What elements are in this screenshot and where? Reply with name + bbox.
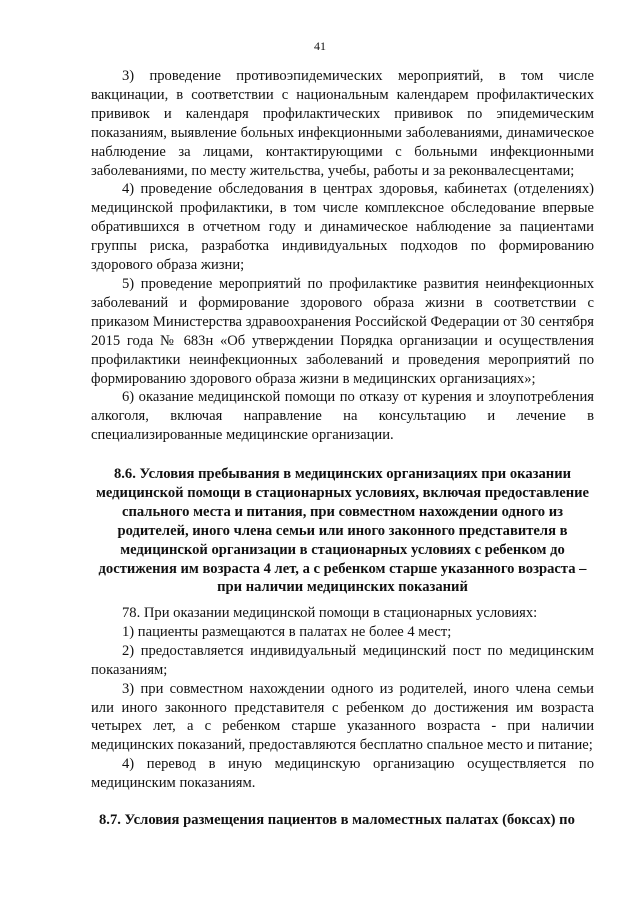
- list-item: 5) проведение мероприятий по профилактике развития неинфекционных заболеваний и формирование здорового образа жизни в соответствии с приказом Министерства здравоохранения Российской Федерации от 30 сентября 2015 года № 683н «Об утверждении Порядка организации и осуществления профилактики неинфекционных заболеваний и проведения мероприятий по формированию здорового образа жизни в медицинских организациях»;: [91, 275, 594, 387]
- page-number: 41: [314, 39, 326, 53]
- list-item: 2) предоставляется индивидуальный медицинский пост по медицинским показаниям;: [91, 642, 594, 678]
- section-number: 8.6: [113, 466, 133, 482]
- list-item: 78. При оказании медицинской помощи в стационарных условиях:: [122, 605, 538, 621]
- list-item: 6) оказание медицинской помощи по отказу от курения и злоупотребления алкоголя, включая направление на консультацию и лечение в специализированные медицинские организации.: [91, 389, 594, 444]
- list-item: 1) пациенты размещаются в палатах не более 4 мест;: [122, 623, 452, 640]
- measures-list: [91, 67, 594, 445]
- list-item: 3) проведение противоэпидемических мероприятий, в том числе вакцинации, в соответствии с национальным календарем профилактических прививок и календаря профилактических прививок по эпидемическим показаниям, выявление больных инфекционными заболеваниями, динамическое наблюдение за лицами, контактирующими с больными инфекционными заболеваниями, по месту жительства, учебы, работы и за реконвалесцентами;: [91, 68, 594, 179]
- section-heading-8-6: [91, 465, 594, 597]
- list-item: 3) при совместном нахождении одного из родителей, иного члена семьи или иного законного представителя с ребенком до достижения им возраста четырех лет, а с ребенком старше указанного возраста - при наличии медицинских показаний, предоставляются бесплатно спальное место и питание;: [91, 680, 594, 754]
- section-heading-8-7: 8.7. Условия размещения пациентов в маломестных палатах (боксах) по: [99, 812, 575, 828]
- list-item: 4) перевод в иную медицинскую организацию осуществляется по медицинским показаниям.: [91, 756, 594, 792]
- list-item: 4) проведение обследования в центрах здоровья, кабинетах (отделениях) медицинской профилактики, в том числе комплексное обследование впервые обратившихся в отчетном году и динамическое наблюдение за пациентами группы риска, разработка индивидуальных подходов по формированию здорового образа жизни;: [91, 181, 594, 274]
- section-title: . Условия пребывания в медицинских организациях при оказании медицинской помощи в стационарных условиях, включая предоставление спального места и питания, при совместном нахождении одного из родителей, иного члена семьи или иного законного представителя в медицинской организации в стационарных условиях с ребенком до достижения им возраста 4 лет, а с ребенком старше указанного возраста – при наличии медицинских показаний: [95, 466, 590, 596]
- inpatient-conditions-list: [91, 604, 594, 793]
